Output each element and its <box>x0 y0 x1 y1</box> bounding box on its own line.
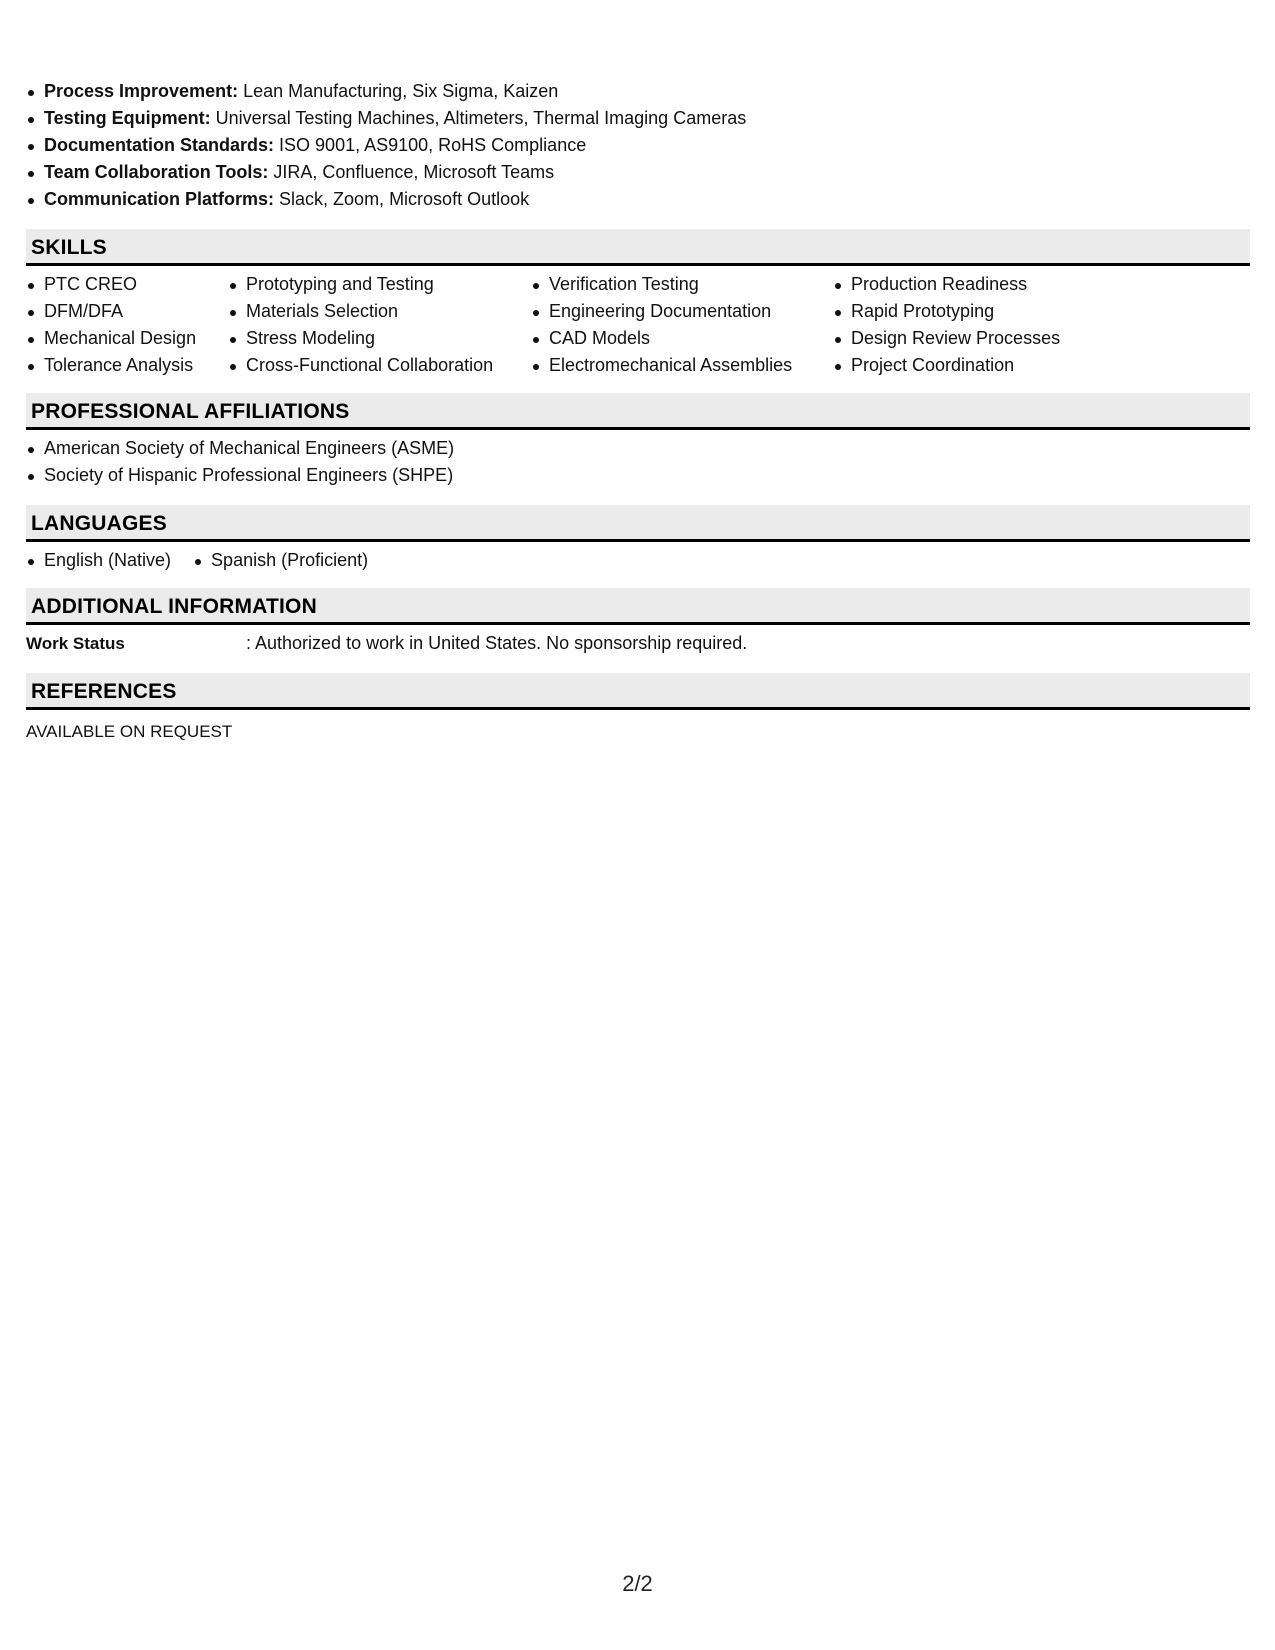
skill-item: PTC CREO <box>26 271 228 298</box>
work-status-row <box>26 630 1250 657</box>
skill-item: CAD Models <box>531 325 833 352</box>
tool-category-label: Testing Equipment: <box>44 108 211 128</box>
skill-item: Stress Modeling <box>228 325 531 352</box>
languages-section-header: LANGUAGES <box>26 505 1250 542</box>
skill-item: DFM/DFA <box>26 298 228 325</box>
affiliations-section-header: PROFESSIONAL AFFILIATIONS <box>26 393 1250 430</box>
skill-item: Materials Selection <box>228 298 531 325</box>
skill-item: Cross-Functional Collaboration <box>228 352 531 379</box>
tool-category-label: Documentation Standards: <box>44 135 275 155</box>
references-text: AVAILABLE ON REQUEST <box>26 722 233 741</box>
language-item: Spanish (Proficient) <box>193 547 368 574</box>
work-status-value: : Authorized to work in United States. No sponsorship required. <box>246 633 748 653</box>
technical-tools-list <box>26 78 1250 213</box>
tool-category-value: JIRA, Confluence, Microsoft Teams <box>268 162 555 182</box>
skills-section-header: SKILLS <box>26 229 1250 266</box>
skill-item: Tolerance Analysis <box>26 352 228 379</box>
additional-info-section-header: ADDITIONAL INFORMATION <box>26 588 1250 625</box>
skill-item: Production Readiness <box>833 271 1133 298</box>
language-item: English (Native) <box>26 547 171 574</box>
tool-category-value: Universal Testing Machines, Altimeters, Thermal Imaging Cameras <box>210 108 747 128</box>
skill-item: Prototyping and Testing <box>228 271 531 298</box>
skills-grid <box>26 271 1250 379</box>
resume-page <box>26 78 1250 745</box>
affiliations-list <box>26 435 1250 489</box>
list-item <box>26 159 1250 186</box>
skill-item: Design Review Processes <box>833 325 1133 352</box>
tool-category-value: Slack, Zoom, Microsoft Outlook <box>274 189 530 209</box>
skill-item: Project Coordination <box>833 352 1133 379</box>
skill-item: Verification Testing <box>531 271 833 298</box>
tool-category-label: Process Improvement: <box>44 81 239 101</box>
skills-column-3 <box>531 271 833 379</box>
skill-item: Mechanical Design <box>26 325 228 352</box>
tool-category-value: ISO 9001, AS9100, RoHS Compliance <box>274 135 587 155</box>
page-number: 2/2 <box>622 1571 653 1596</box>
work-status-label: Work Status <box>26 634 125 653</box>
skill-item: Electromechanical Assemblies <box>531 352 833 379</box>
tool-category-label: Team Collaboration Tools: <box>44 162 269 182</box>
list-item <box>26 132 1250 159</box>
skill-item: Rapid Prototyping <box>833 298 1133 325</box>
list-item <box>26 78 1250 105</box>
references-section-header: REFERENCES <box>26 673 1250 710</box>
tool-category-label: Communication Platforms: <box>44 189 275 209</box>
list-item <box>26 105 1250 132</box>
affiliation-item: Society of Hispanic Professional Engineers (SHPE) <box>26 462 1250 489</box>
affiliation-item: American Society of Mechanical Engineers (ASME) <box>26 435 1250 462</box>
skills-column-4 <box>833 271 1133 379</box>
skill-item: Engineering Documentation <box>531 298 833 325</box>
list-item <box>26 186 1250 213</box>
skills-column-1 <box>26 271 228 379</box>
tool-category-value: Lean Manufacturing, Six Sigma, Kaizen <box>238 81 559 101</box>
skills-column-2 <box>228 271 531 379</box>
languages-list <box>26 547 1250 574</box>
